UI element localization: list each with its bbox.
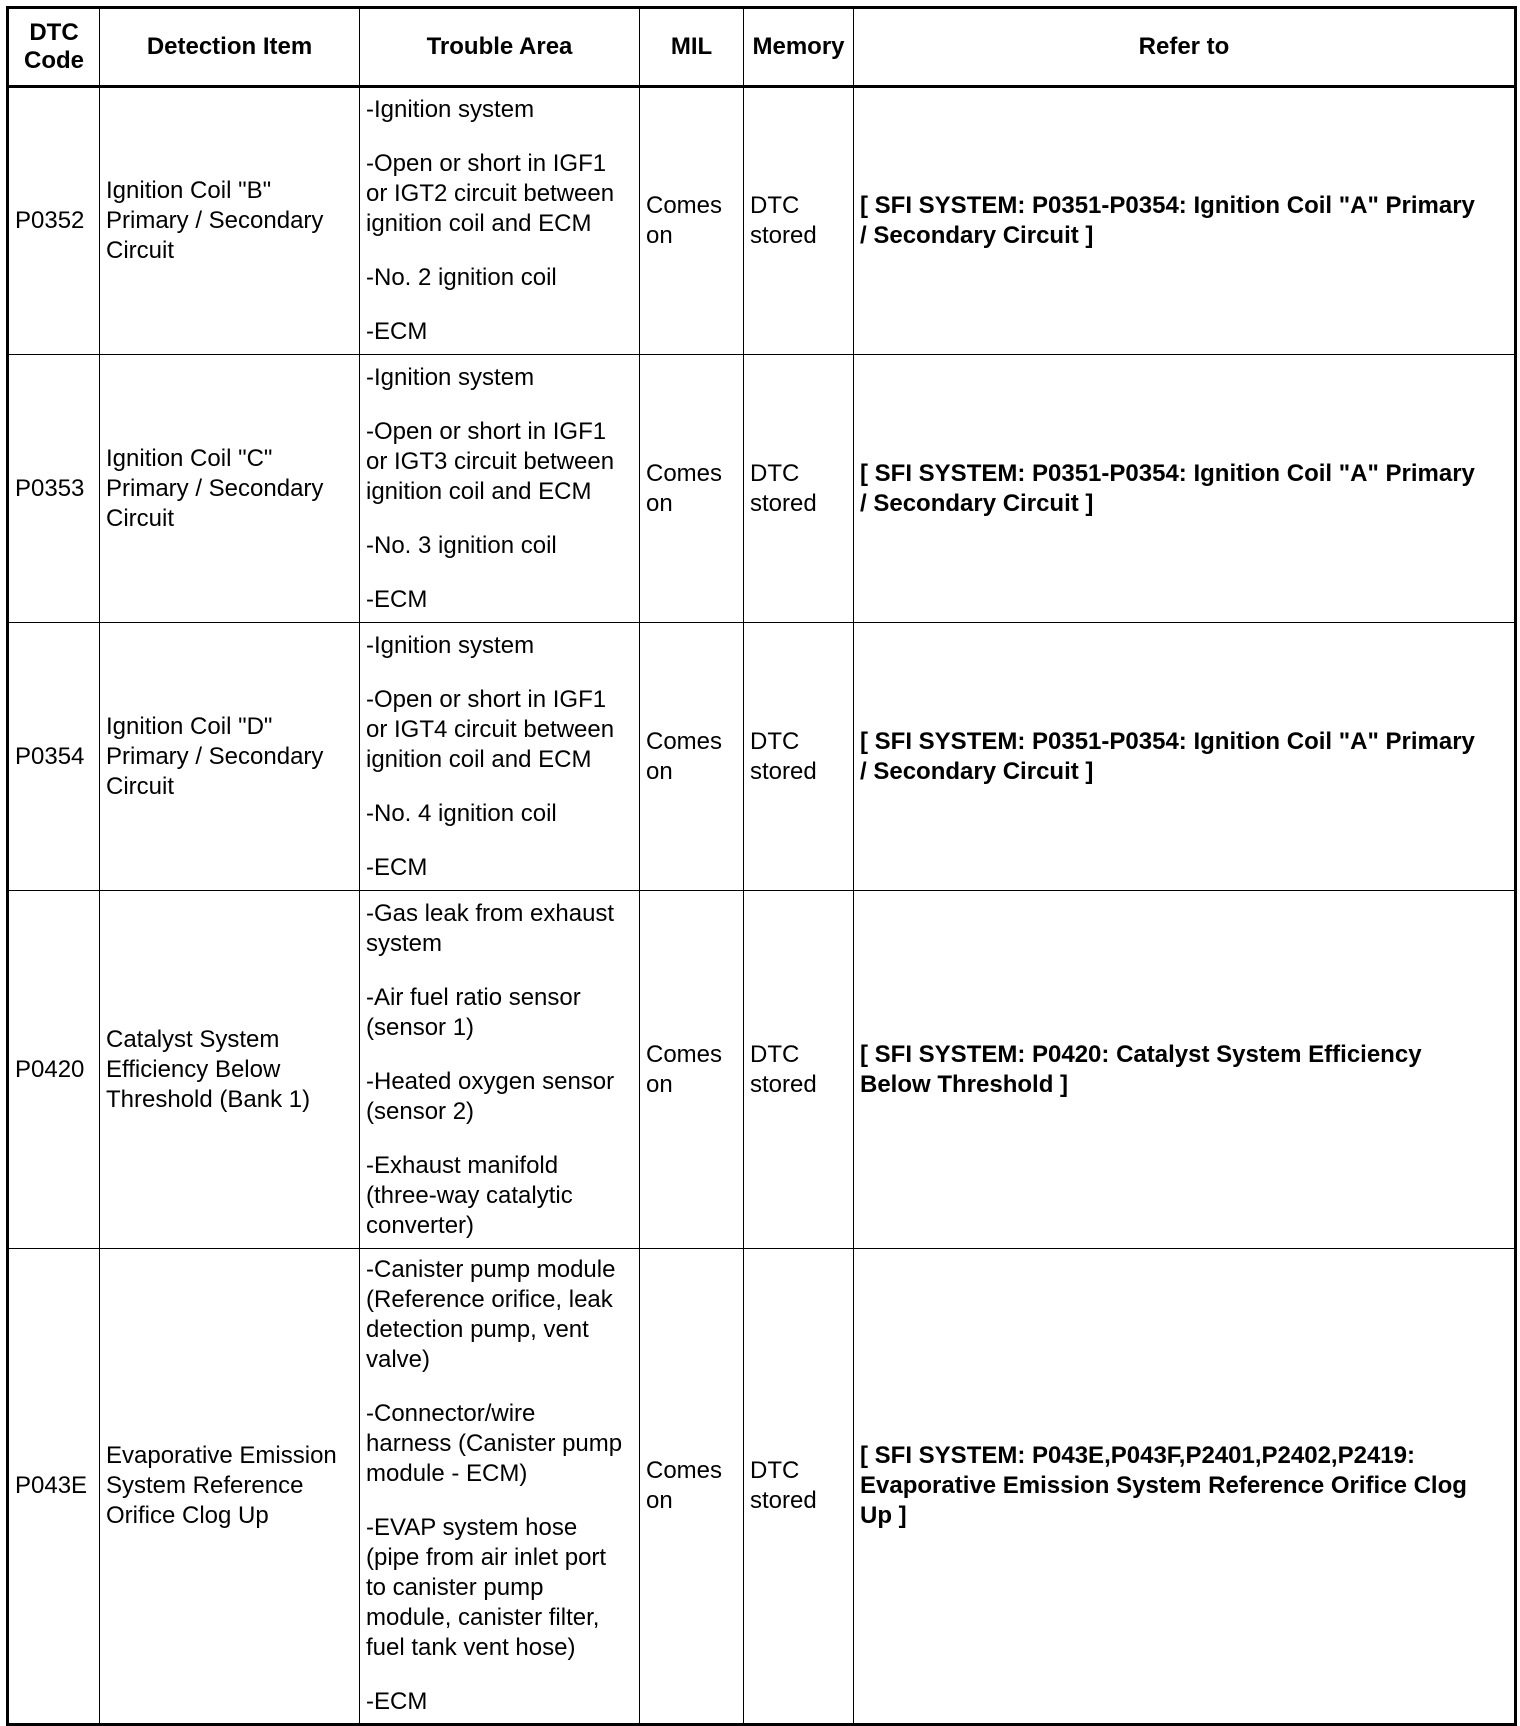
memory-cell <box>744 87 854 355</box>
trouble-line: fuel tank vent hose) <box>366 1634 576 1661</box>
refer-line: Evaporative Emission System Reference Orifice Clog <box>860 1472 1467 1499</box>
mil-cell <box>640 355 744 623</box>
trouble-line: ignition coil and ECM <box>366 477 592 505</box>
refer-line: [ SFI SYSTEM: P0351-P0354: Ignition Coil "A" Primary <box>860 459 1475 487</box>
trouble-line: -No. 3 ignition coil <box>366 531 557 559</box>
trouble-area-cell <box>360 87 640 355</box>
dtc-code-cell: P0352 <box>8 87 100 355</box>
memory-line: stored <box>750 1070 817 1098</box>
detection-line: Circuit <box>106 504 175 532</box>
detection-line: Catalyst System <box>106 1025 280 1053</box>
dtc-table <box>6 6 1517 1726</box>
memory-line: DTC <box>750 459 800 487</box>
mil-line: Comes <box>646 1457 723 1484</box>
memory-cell <box>744 891 854 1249</box>
detection-line: Ignition Coil "D" <box>106 712 273 740</box>
header-dtc-code-line1: DTC <box>29 19 79 46</box>
mil-cell <box>640 623 744 891</box>
trouble-line: valve) <box>366 1346 431 1373</box>
trouble-line: -Open or short in IGF1 <box>366 685 607 713</box>
detection-line: Primary / Secondary <box>106 742 324 770</box>
refer-to-cell <box>854 623 1516 891</box>
memory-line: DTC <box>750 1040 800 1068</box>
trouble-line: -No. 4 ignition coil <box>366 799 557 827</box>
header-refer-to: Refer to <box>854 8 1516 87</box>
trouble-area-cell <box>360 623 640 891</box>
trouble-line: converter) <box>366 1211 475 1239</box>
trouble-line: -Open or short in IGF1 <box>366 150 607 177</box>
refer-line: / Secondary Circuit ] <box>860 489 1094 517</box>
table-row <box>8 87 1516 355</box>
trouble-line: to canister pump <box>366 1574 544 1601</box>
memory-line: stored <box>750 222 817 249</box>
header-detection-item: Detection Item <box>100 8 360 87</box>
table-row <box>8 355 1516 623</box>
trouble-line: or IGT4 circuit between <box>366 715 615 743</box>
trouble-line: -No. 2 ignition coil <box>366 264 557 291</box>
trouble-line: detection pump, vent <box>366 1316 589 1343</box>
memory-line: stored <box>750 1487 817 1514</box>
trouble-line: (pipe from air inlet port <box>366 1544 607 1571</box>
trouble-line: or IGT3 circuit between <box>366 447 615 475</box>
detection-line: Orifice Clog Up <box>106 1502 269 1529</box>
refer-to-cell <box>854 891 1516 1249</box>
refer-to-cell <box>854 355 1516 623</box>
trouble-line: module - ECM) <box>366 1460 528 1487</box>
dtc-code-cell: P0420 <box>8 891 100 1249</box>
detection-item-cell <box>100 355 360 623</box>
detection-item-cell <box>100 1249 360 1725</box>
memory-line: DTC <box>750 727 800 755</box>
trouble-area-cell <box>360 891 640 1249</box>
trouble-line: -ECM <box>366 318 428 345</box>
mil-line: on <box>646 1487 673 1514</box>
detection-line: Ignition Coil "C" <box>106 444 273 472</box>
trouble-line: module, canister filter, <box>366 1604 600 1631</box>
refer-line: [ SFI SYSTEM: P0351-P0354: Ignition Coil "A" Primary <box>860 192 1475 219</box>
mil-cell <box>640 1249 744 1725</box>
header-dtc-code <box>8 8 100 87</box>
header-mil: MIL <box>640 8 744 87</box>
mil-line: on <box>646 222 673 249</box>
mil-cell <box>640 87 744 355</box>
refer-to-cell <box>854 87 1516 355</box>
detection-line: Primary / Secondary <box>106 474 324 502</box>
detection-line: Efficiency Below <box>106 1055 281 1083</box>
mil-line: Comes <box>646 1040 723 1068</box>
mil-line: on <box>646 489 673 517</box>
refer-line: Below Threshold ] <box>860 1070 1069 1098</box>
detection-line: Threshold (Bank 1) <box>106 1085 311 1113</box>
mil-line: on <box>646 757 673 785</box>
memory-cell <box>744 1249 854 1725</box>
memory-line: DTC <box>750 1457 800 1484</box>
trouble-line: -Exhaust manifold <box>366 1151 559 1179</box>
trouble-line: -Canister pump module <box>366 1256 616 1283</box>
mil-cell <box>640 891 744 1249</box>
memory-cell <box>744 623 854 891</box>
memory-line: stored <box>750 489 817 517</box>
trouble-line: -Connector/wire <box>366 1400 536 1427</box>
trouble-line: (sensor 1) <box>366 1013 475 1041</box>
detection-item-cell <box>100 891 360 1249</box>
trouble-area-cell <box>360 355 640 623</box>
memory-line: DTC <box>750 192 800 219</box>
trouble-line: system <box>366 929 443 957</box>
detection-line: Circuit <box>106 237 175 264</box>
detection-item-cell <box>100 623 360 891</box>
mil-line: on <box>646 1070 673 1098</box>
detection-line: System Reference <box>106 1472 304 1499</box>
dtc-code-cell: P0353 <box>8 355 100 623</box>
refer-line: Up ] <box>860 1502 907 1529</box>
trouble-area-cell <box>360 1249 640 1725</box>
trouble-line: -Ignition system <box>366 363 535 391</box>
mil-line: Comes <box>646 192 723 219</box>
trouble-line: (Reference orifice, leak <box>366 1286 613 1313</box>
trouble-line: harness (Canister pump <box>366 1430 623 1457</box>
trouble-line: ignition coil and ECM <box>366 210 592 237</box>
mil-line: Comes <box>646 459 723 487</box>
refer-line: / Secondary Circuit ] <box>860 757 1094 785</box>
mil-line: Comes <box>646 727 723 755</box>
table-row <box>8 623 1516 891</box>
trouble-line: -Gas leak from exhaust <box>366 899 615 927</box>
memory-line: stored <box>750 757 817 785</box>
header-trouble-area: Trouble Area <box>360 8 640 87</box>
refer-line: [ SFI SYSTEM: P0351-P0354: Ignition Coil "A" Primary <box>860 727 1475 755</box>
refer-line: [ SFI SYSTEM: P043E,P043F,P2401,P2402,P2419: <box>860 1442 1415 1469</box>
trouble-line: ignition coil and ECM <box>366 745 592 773</box>
trouble-line: (sensor 2) <box>366 1097 475 1125</box>
trouble-line: -Ignition system <box>366 631 535 659</box>
table-row <box>8 1249 1516 1725</box>
header-memory: Memory <box>744 8 854 87</box>
trouble-line: -ECM <box>366 1688 428 1715</box>
trouble-line: -Heated oxygen sensor <box>366 1067 615 1095</box>
dtc-code-cell: P043E <box>8 1249 100 1725</box>
detection-line: Primary / Secondary <box>106 207 324 234</box>
refer-line: [ SFI SYSTEM: P0420: Catalyst System Efficiency <box>860 1040 1422 1068</box>
detection-item-cell <box>100 87 360 355</box>
trouble-line: -Open or short in IGF1 <box>366 417 607 445</box>
memory-cell <box>744 355 854 623</box>
trouble-line: -Ignition system <box>366 96 535 123</box>
trouble-line: -ECM <box>366 585 428 613</box>
header-dtc-code-line2: Code <box>24 47 84 74</box>
trouble-line: -EVAP system hose <box>366 1514 578 1541</box>
trouble-line: -ECM <box>366 853 428 881</box>
trouble-line: -Air fuel ratio sensor <box>366 983 581 1011</box>
trouble-line: (three-way catalytic <box>366 1181 573 1209</box>
dtc-code-cell: P0354 <box>8 623 100 891</box>
refer-line: / Secondary Circuit ] <box>860 222 1094 249</box>
detection-line: Ignition Coil "B" <box>106 177 272 204</box>
header-row <box>8 8 1516 87</box>
refer-to-cell <box>854 1249 1516 1725</box>
detection-line: Circuit <box>106 772 175 800</box>
table-row <box>8 891 1516 1249</box>
detection-line: Evaporative Emission <box>106 1442 337 1469</box>
trouble-line: or IGT2 circuit between <box>366 180 615 207</box>
